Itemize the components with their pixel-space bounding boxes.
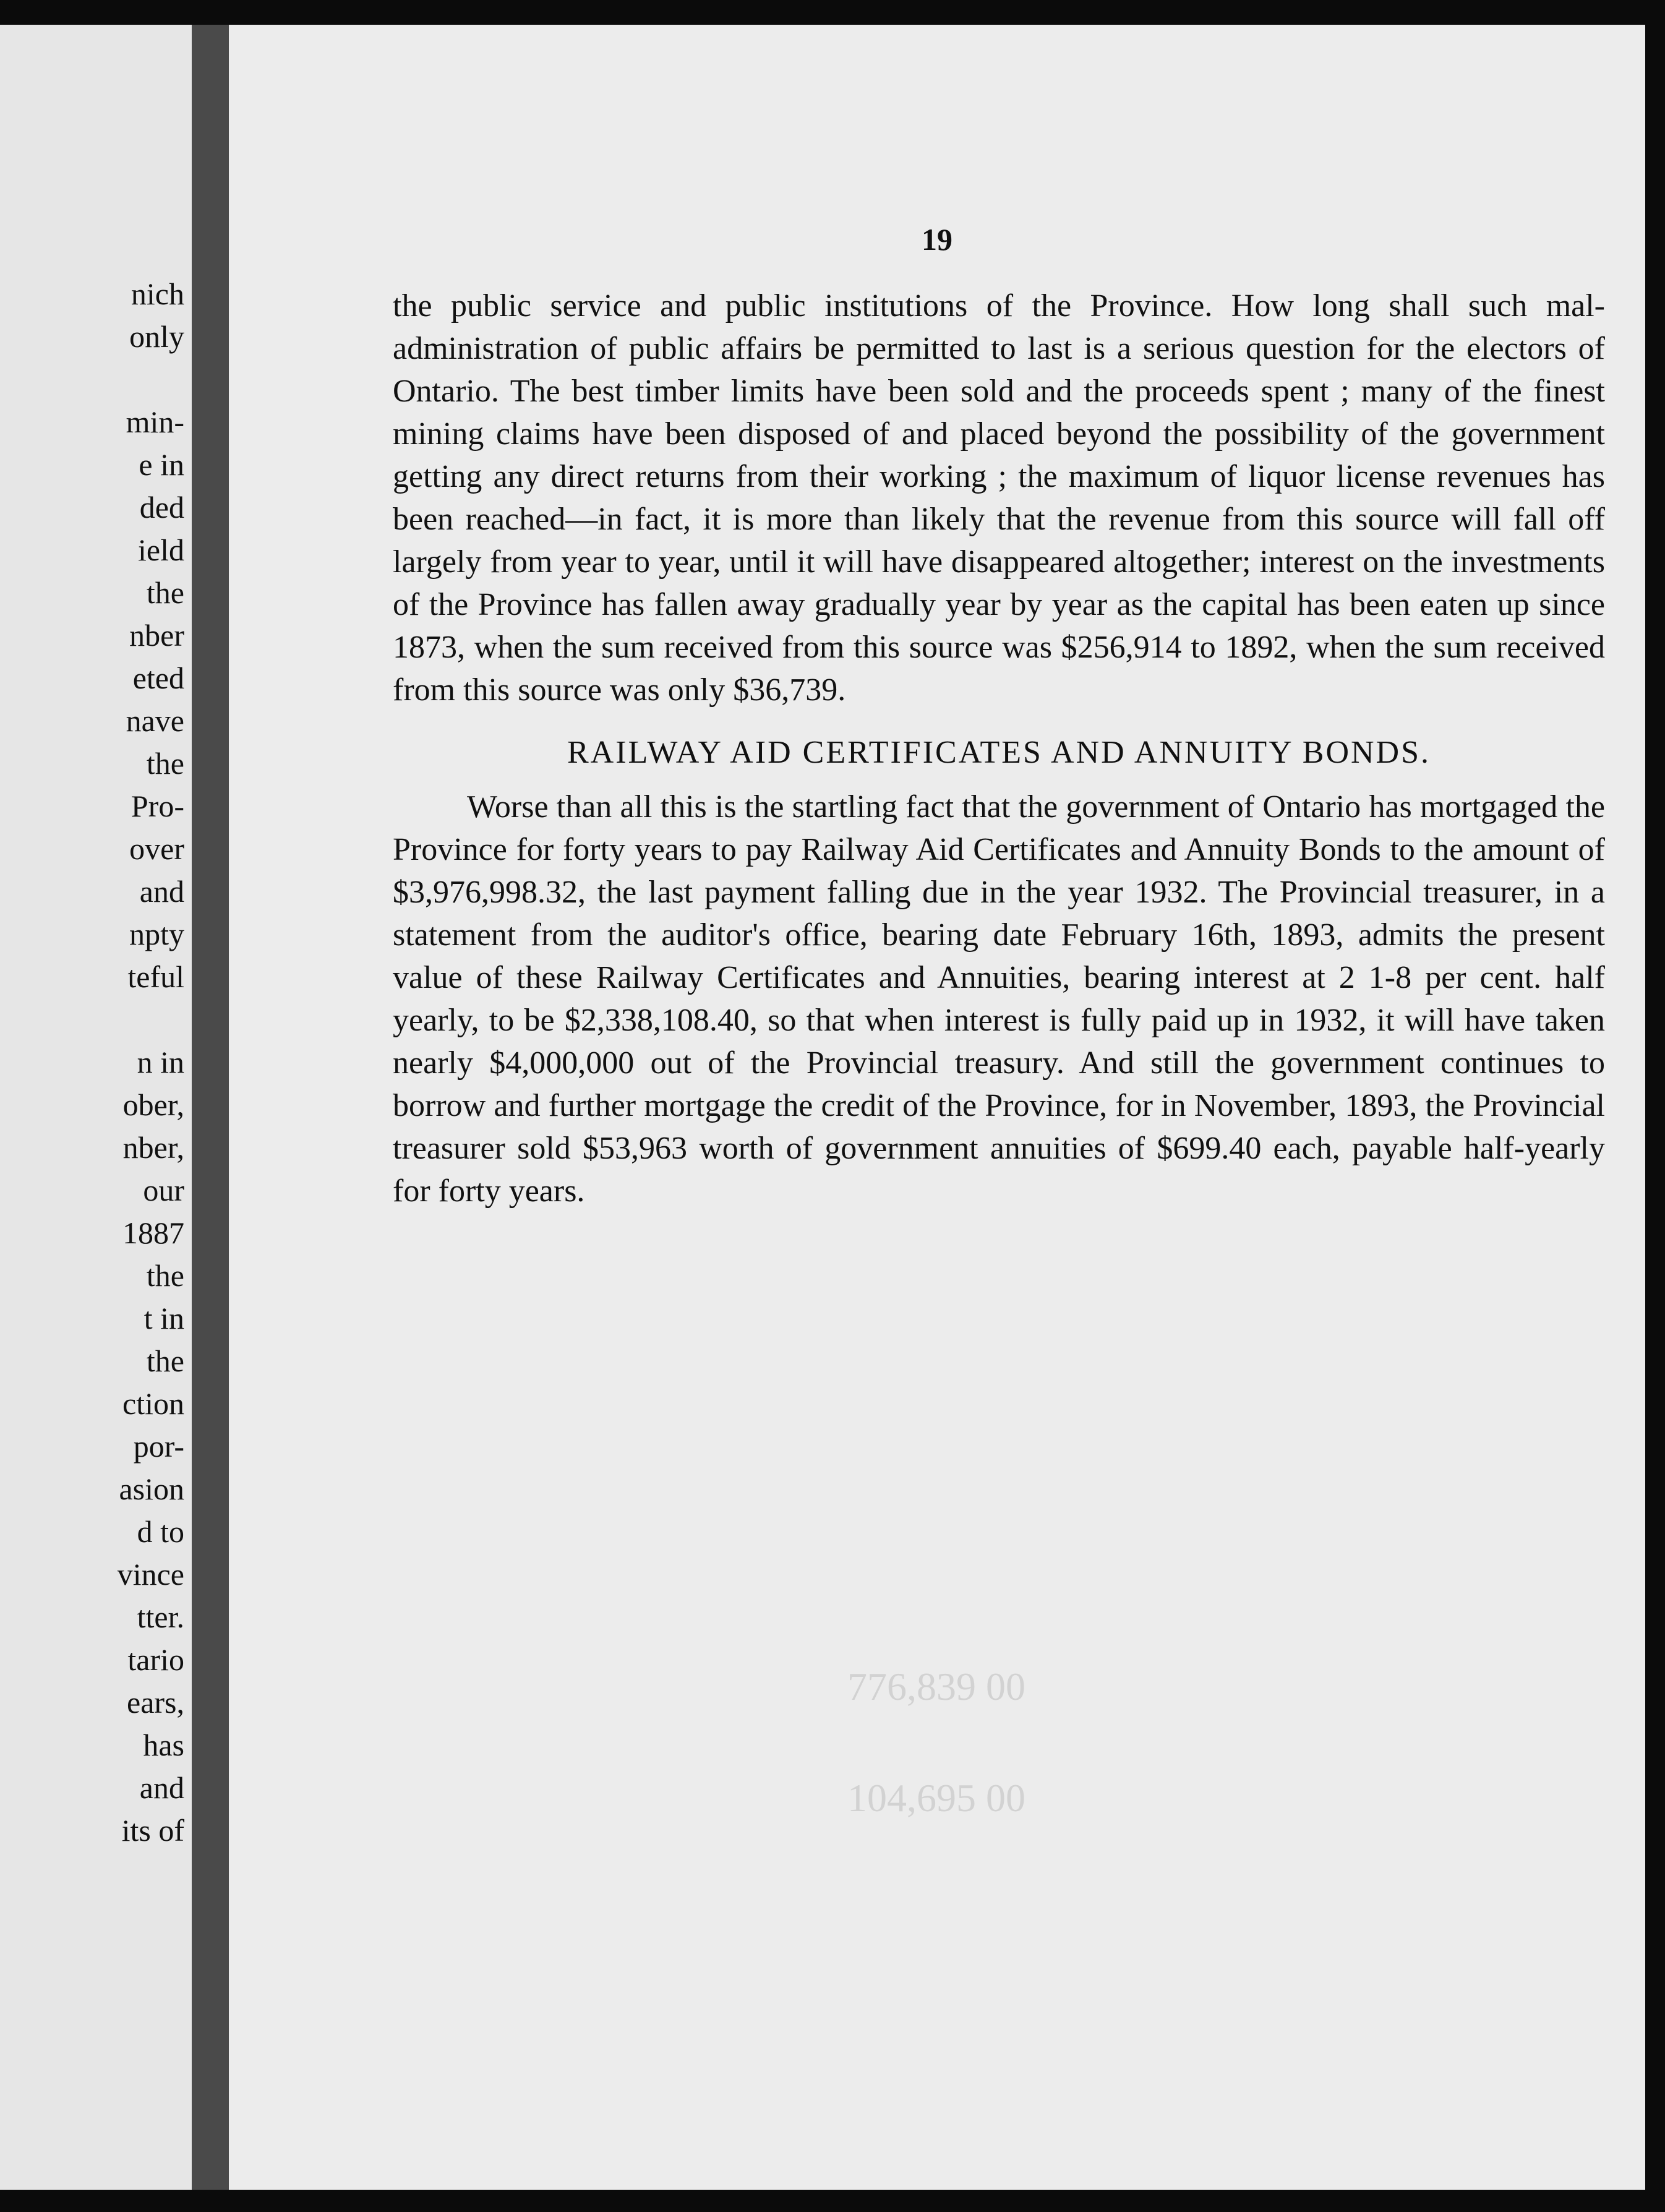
facing-page-line-fragment: nber bbox=[129, 618, 184, 653]
facing-page-line-fragment: nave bbox=[126, 703, 184, 738]
facing-page-line-fragment: tario bbox=[127, 1642, 184, 1677]
body-text bbox=[393, 285, 1605, 1212]
facing-page-line-fragment: nich bbox=[131, 276, 184, 311]
facing-page-line-fragment: t in bbox=[143, 1301, 184, 1335]
facing-page-line-fragment: the bbox=[146, 746, 184, 781]
facing-page-line-fragment: vince bbox=[117, 1557, 184, 1592]
facing-page-line-fragment: ears, bbox=[127, 1685, 184, 1720]
binding-gutter bbox=[192, 25, 229, 2190]
facing-page-line-fragment: e in bbox=[139, 447, 184, 482]
facing-page-line-fragment: por- bbox=[133, 1429, 184, 1464]
facing-page-line-fragment: over bbox=[129, 831, 184, 866]
facing-page-line-fragment: the bbox=[146, 1344, 184, 1378]
facing-page-line-fragment: ded bbox=[139, 490, 184, 525]
facing-page-line-fragment: its of bbox=[121, 1813, 184, 1848]
facing-page-line-fragment: and bbox=[139, 874, 184, 909]
page-number: 19 bbox=[922, 222, 952, 257]
facing-page-line-fragment: min- bbox=[126, 405, 184, 439]
facing-page-line-fragment: only bbox=[129, 319, 184, 354]
facing-page-line-fragment: eted bbox=[132, 661, 184, 695]
facing-page-line-fragment: the bbox=[146, 575, 184, 610]
facing-page-line-fragment: the bbox=[146, 1258, 184, 1293]
facing-page-line-fragment: teful bbox=[127, 959, 184, 994]
facing-page-line-fragment: ober, bbox=[122, 1087, 184, 1122]
facing-page-line-fragment: and bbox=[139, 1770, 184, 1805]
facing-page-line-fragment: ction bbox=[122, 1386, 184, 1421]
show-through-mark: 776,839 00 bbox=[847, 1665, 1025, 1708]
section-heading: RAILWAY AID CERTIFICATES AND ANNUITY BONDS. bbox=[567, 735, 1431, 770]
paragraph: the public service and public institutions of the Province. How long shall such mal-administration of public affairs be permitted to last is a serious question for the electors of Ontario. The best timber limits have been sold and the proceeds spent ; many of the finest mining claims have been disposed of and placed beyond the possibility of the government getting any direct returns from their working ; the maximum of liquor license revenues has been reached—in fact, it is more than likely that the revenue from this source will fall off largely from year to year, until it will have disappeared altogether; interest on the investments of the Province has fallen away gradually year by year as the capital has been eaten up since 1873, when the sum received from this source was $256,914 to 1892, when the sum received from this source was only $36,739. bbox=[393, 288, 1605, 708]
facing-page-line-fragment: npty bbox=[129, 917, 184, 951]
paragraph: Worse than all this is the startling fact that the government of Ontario has mortgaged the Province for forty years to pay Railway Aid Certificates and Annuity Bonds to the amount of $3,976,998.32, the last payment falling due in the year 1932. The Provincial treasurer, in a statement from the auditor's office, bearing date February 16th, 1893, admits the present value of these Railway Certificates and Annuities, bearing interest at 2 1-8 per cent. half yearly, to be $2,338,108.40, so that when interest is fully paid up in 1932, it will have taken nearly $4,000,000 out of the Provincial treasury. And still the government continues to borrow and further mortgage the credit of the Province, for in November, 1893, the Provincial treasurer sold $53,963 worth of government annuities of $699.40 each, payable half-yearly for forty years. bbox=[393, 789, 1605, 1209]
facing-page-line-fragment: tter. bbox=[137, 1600, 184, 1634]
book-page bbox=[229, 25, 1645, 2190]
facing-page-line-fragment: ield bbox=[138, 533, 184, 567]
facing-page-edge bbox=[0, 25, 192, 2190]
facing-page-line-fragment: has bbox=[143, 1728, 184, 1762]
facing-page-line-fragment: d to bbox=[137, 1514, 184, 1549]
facing-page-line-fragment: asion bbox=[119, 1472, 184, 1506]
show-through-mark: 104,695 00 bbox=[847, 1776, 1025, 1820]
facing-page-line-fragment: 1887 bbox=[122, 1215, 184, 1250]
facing-page-line-fragment: Pro- bbox=[131, 789, 184, 823]
facing-page-line-fragment: our bbox=[143, 1173, 184, 1207]
facing-page-line-fragment: nber, bbox=[122, 1130, 184, 1165]
facing-page-line-fragment: n in bbox=[137, 1045, 184, 1079]
